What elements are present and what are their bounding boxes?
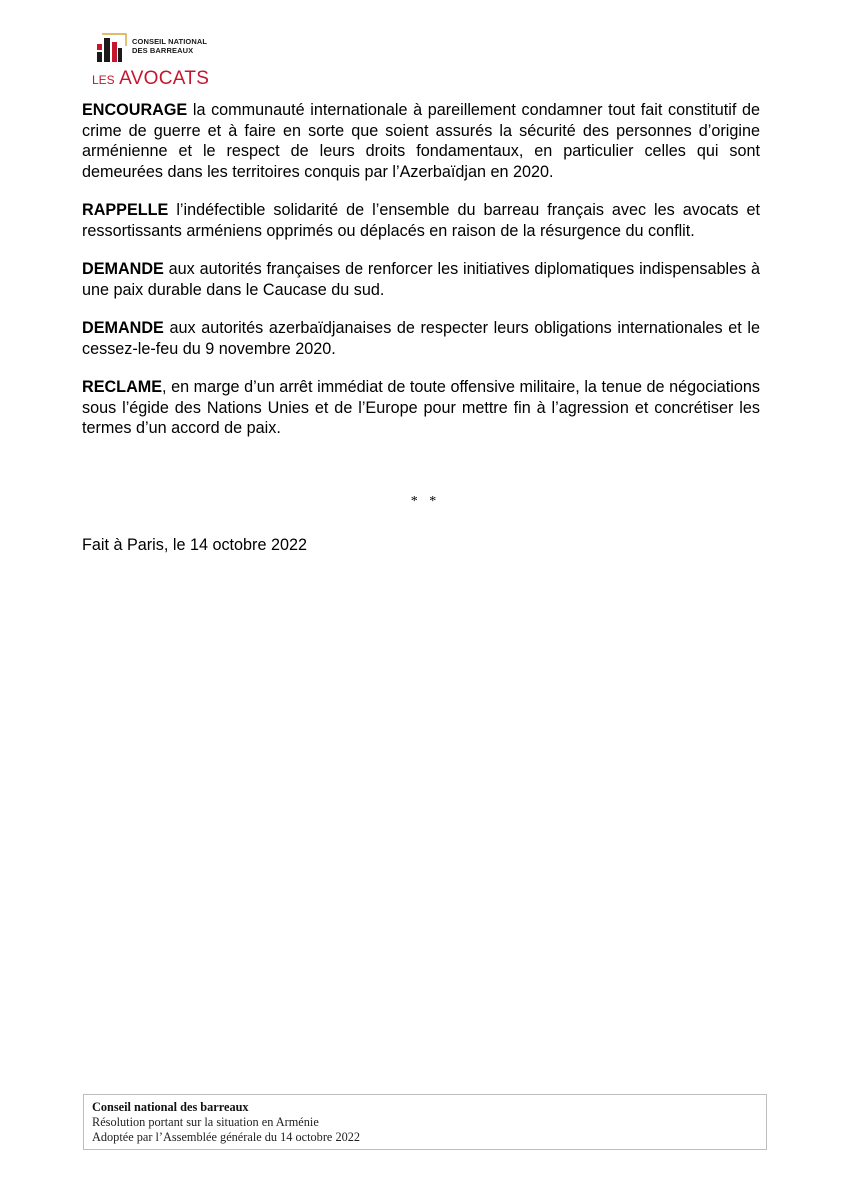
paragraph-text: la communauté internationale à pareillement condamner tout fait constitutif de crime de guerre et à faire en sorte que soient assurés la sécurité des personnes d’origine arménienne et le respect de leurs droits fondamentaux, en particulier celles qui sont demeurées dans les territoires conquis par l’Azerbaïdjan en 2020. (82, 101, 760, 181)
logo-brand-small: LES (92, 73, 115, 87)
footer-box (83, 1094, 767, 1150)
paragraph-demande-france (82, 259, 760, 300)
footer-adoption: Adoptée par l’Assemblée générale du 14 octobre 2022 (92, 1130, 361, 1144)
logo-brand-big: AVOCATS (119, 68, 210, 89)
paragraph-lead: DEMANDE (82, 260, 164, 278)
paragraph-reclame (82, 377, 760, 439)
paragraph-rappelle (82, 200, 760, 241)
footer-title: Conseil national des barreaux (92, 1100, 249, 1114)
cnb-logo (90, 28, 220, 90)
paragraph-lead: RAPPELLE (82, 201, 169, 219)
paragraph-text: , en marge d’un arrêt immédiat de toute offensive militaire, la tenue de négociations sous l’égide des Nations Unies et de l’Europe pour mettre fin à l’agression et concrétiser les termes d’un accord de paix. (82, 378, 760, 437)
logo-org-line2: DES BARREAUX (132, 46, 194, 55)
paragraph-text: aux autorités françaises de renforcer les initiatives diplomatiques indispensables à une paix durable dans le Caucase du sud. (82, 260, 760, 299)
paragraph-lead: ENCOURAGE (82, 101, 188, 119)
footer-subject: Résolution portant sur la situation en Arménie (92, 1115, 319, 1129)
section-separator: * * (410, 494, 441, 509)
paragraph-text: aux autorités azerbaïdjanaises de respecter leurs obligations internationales et le cessez-le-feu du 9 novembre 2020. (82, 319, 760, 358)
signature-line: Fait à Paris, le 14 octobre 2022 (82, 536, 307, 554)
paragraph-lead: DEMANDE (82, 319, 164, 337)
logo-org-line1: CONSEIL NATIONAL (132, 37, 208, 46)
paragraph-text: l’indéfectible solidarité de l’ensemble du barreau français avec les avocats et ressortissants arméniens opprimés ou déplacés en raison de la résurgence du conflit. (82, 201, 760, 240)
paragraph-lead: RECLAME (82, 378, 163, 396)
paragraph-demande-azerbaidjan (82, 318, 760, 359)
paragraph-encourage (82, 100, 760, 182)
resolution-body (82, 100, 760, 457)
